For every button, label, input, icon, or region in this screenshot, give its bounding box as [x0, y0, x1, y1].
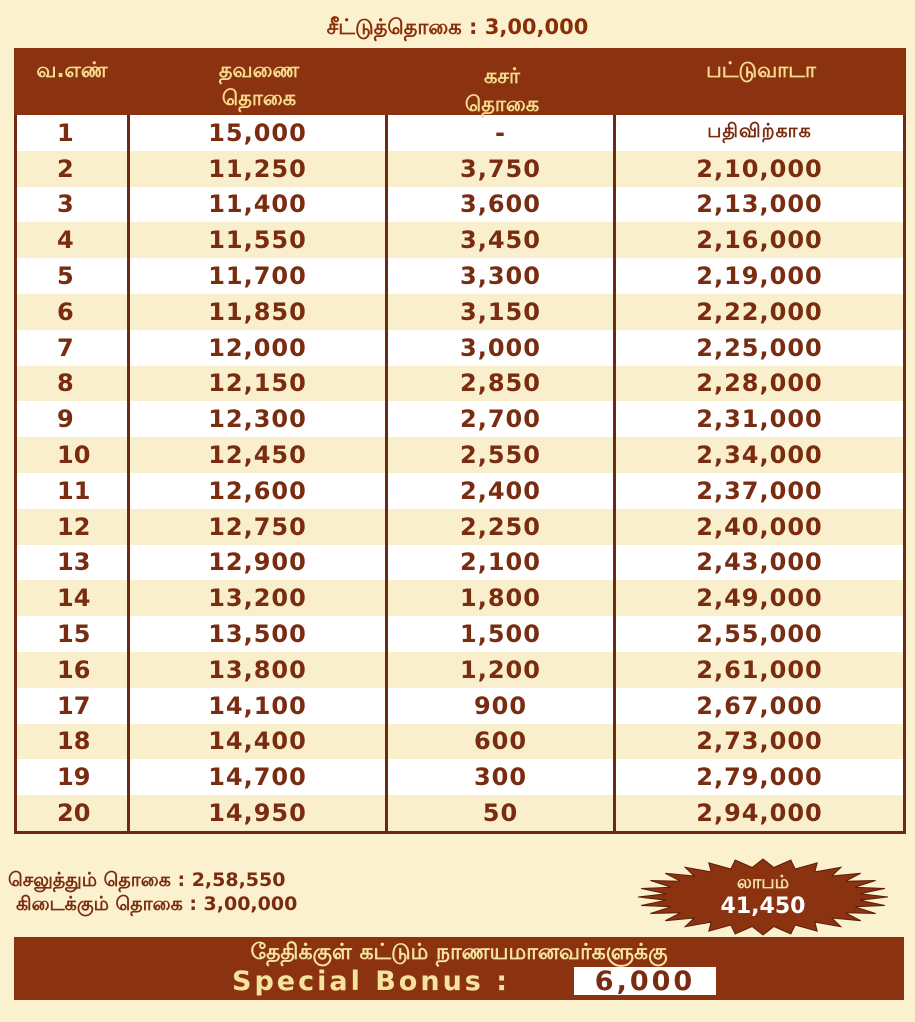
cell-serial: 15: [17, 616, 130, 652]
cell-payout: 2,55,000: [696, 620, 823, 649]
cell-payout: 2,67,000: [696, 691, 823, 720]
cell-payout: 2,19,000: [696, 262, 823, 291]
cell-payout: பதிவிற்காக: [707, 120, 812, 143]
cell-discount: 2,700: [388, 401, 616, 437]
cell-installment: 11,850: [130, 294, 388, 330]
cell-discount: 3,750: [388, 151, 616, 187]
cell-serial: 13: [17, 545, 130, 581]
cell-serial: 2: [17, 151, 130, 187]
cell-payout: 2,22,000: [696, 297, 823, 326]
table-row: [17, 580, 903, 616]
cell-installment: 12,450: [130, 437, 388, 473]
bonus-caption: தேதிக்குள் கட்டும் நாணயமானவர்களுக்கு: [250, 940, 668, 965]
table-row: [17, 795, 903, 831]
cell-payout: 2,73,000: [696, 727, 823, 756]
header-discount: கசர் தொகை: [464, 64, 540, 116]
cell-serial: 10: [17, 437, 130, 473]
table-row: [17, 437, 903, 473]
received-amount: கிடைக்கும் தொகை : 3,00,000: [16, 893, 298, 915]
table-row: [17, 652, 903, 688]
table-row: [17, 759, 903, 795]
bonus-label: Special Bonus :: [232, 966, 511, 997]
cell-installment: 14,950: [130, 795, 388, 831]
header-installment: தவணை தொகை: [218, 58, 300, 110]
cell-payout: 2,10,000: [696, 154, 823, 183]
table-row: [17, 294, 903, 330]
cell-payout: 2,49,000: [696, 584, 823, 613]
cell-discount: 3,600: [388, 187, 616, 223]
table-row: [17, 258, 903, 294]
cell-discount: 1,500: [388, 616, 616, 652]
cell-installment: 14,100: [130, 688, 388, 724]
cell-discount: 600: [388, 724, 616, 760]
cell-payout: 2,43,000: [696, 548, 823, 577]
cell-payout: 2,61,000: [696, 655, 823, 684]
cell-installment: 12,300: [130, 401, 388, 437]
cell-discount: 2,400: [388, 473, 616, 509]
cell-installment: 13,500: [130, 616, 388, 652]
table-row: [17, 330, 903, 366]
cell-serial: 1: [17, 115, 130, 151]
cell-payout: 2,94,000: [696, 799, 823, 828]
cell-discount: 50: [388, 795, 616, 831]
cell-discount: 300: [388, 759, 616, 795]
bonus-value: 6,000: [574, 967, 716, 995]
chit-table: [14, 48, 906, 834]
cell-payout: 2,31,000: [696, 405, 823, 434]
table-body: [14, 115, 906, 834]
table-row: [17, 688, 903, 724]
cell-discount: -: [388, 115, 616, 151]
cell-installment: 12,600: [130, 473, 388, 509]
cell-payout: 2,40,000: [696, 512, 823, 541]
table-row: [17, 115, 903, 151]
table-row: [17, 545, 903, 581]
cell-serial: 3: [17, 187, 130, 223]
cell-payout: 2,13,000: [696, 190, 823, 219]
cell-serial: 8: [17, 366, 130, 402]
table-row: [17, 151, 903, 187]
chit-amount-title: சீட்டுத்தொகை : 3,00,000: [326, 15, 589, 39]
cell-payout: 2,37,000: [696, 476, 823, 505]
header-payout: பட்டுவாடா: [706, 58, 816, 82]
cell-serial: 5: [17, 258, 130, 294]
table-row: [17, 473, 903, 509]
cell-serial: 18: [17, 724, 130, 760]
header-serial: வ.எண்: [36, 58, 108, 82]
cell-installment: 12,150: [130, 366, 388, 402]
table-row: [17, 366, 903, 402]
cell-serial: 16: [17, 652, 130, 688]
cell-installment: 12,000: [130, 330, 388, 366]
cell-discount: 1,200: [388, 652, 616, 688]
cell-payout: 2,28,000: [696, 369, 823, 398]
cell-discount: 3,150: [388, 294, 616, 330]
cell-serial: 17: [17, 688, 130, 724]
table-row: [17, 401, 903, 437]
cell-serial: 14: [17, 580, 130, 616]
cell-serial: 19: [17, 759, 130, 795]
cell-payout: 2,79,000: [696, 763, 823, 792]
cell-discount: 1,800: [388, 580, 616, 616]
table-row: [17, 187, 903, 223]
cell-discount: 2,100: [388, 545, 616, 581]
paid-amount: செலுத்தும் தொகை : 2,58,550: [8, 869, 286, 891]
totals-block: [8, 868, 297, 916]
cell-installment: 13,200: [130, 580, 388, 616]
cell-serial: 6: [17, 294, 130, 330]
cell-discount: 900: [388, 688, 616, 724]
cell-serial: 4: [17, 222, 130, 258]
cell-serial: 11: [17, 473, 130, 509]
cell-discount: 2,850: [388, 366, 616, 402]
table-row: [17, 616, 903, 652]
cell-installment: 11,550: [130, 222, 388, 258]
cell-installment: 14,700: [130, 759, 388, 795]
table-header: [14, 48, 906, 115]
table-row: [17, 222, 903, 258]
profit-value: 41,450: [720, 894, 806, 919]
table-row: [17, 724, 903, 760]
cell-installment: 15,000: [130, 115, 388, 151]
cell-installment: 12,750: [130, 509, 388, 545]
cell-discount: 2,550: [388, 437, 616, 473]
cell-serial: 7: [17, 330, 130, 366]
cell-discount: 3,000: [388, 330, 616, 366]
cell-installment: 11,250: [130, 151, 388, 187]
cell-payout: 2,25,000: [696, 333, 823, 362]
bonus-banner: [14, 937, 904, 1000]
profit-badge: [636, 858, 890, 936]
cell-discount: 3,300: [388, 258, 616, 294]
cell-installment: 13,800: [130, 652, 388, 688]
cell-payout: 2,16,000: [696, 226, 823, 255]
cell-serial: 9: [17, 401, 130, 437]
cell-payout: 2,34,000: [696, 441, 823, 470]
cell-serial: 12: [17, 509, 130, 545]
cell-installment: 12,900: [130, 545, 388, 581]
cell-discount: 3,450: [388, 222, 616, 258]
cell-serial: 20: [17, 795, 130, 831]
cell-installment: 11,400: [130, 187, 388, 223]
table-row: [17, 509, 903, 545]
cell-installment: 14,400: [130, 724, 388, 760]
cell-installment: 11,700: [130, 258, 388, 294]
cell-discount: 2,250: [388, 509, 616, 545]
profit-label: லாபம்: [736, 872, 790, 893]
